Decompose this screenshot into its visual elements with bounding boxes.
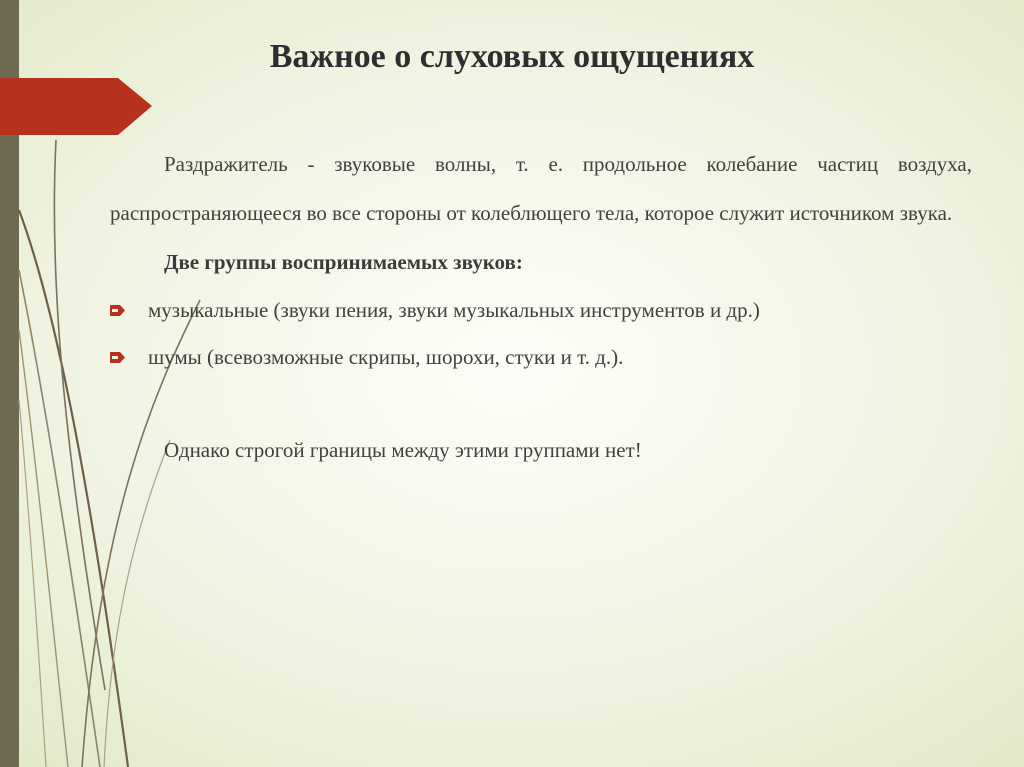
bullet-text: шумы (всевозможные скрипы, шорохи, стуки и т. д.). xyxy=(148,345,624,369)
bullet-list xyxy=(110,287,972,381)
bullet-item xyxy=(110,287,972,334)
red-accent-arrow xyxy=(0,78,152,135)
bullet-item xyxy=(110,334,972,381)
arrow-bullet-icon xyxy=(110,351,125,364)
subheading: Две группы воспринимаемых звуков: xyxy=(164,250,523,274)
arrow-bullet-icon xyxy=(110,304,125,317)
closing-statement: Однако строгой границы между этими группами нет! xyxy=(164,438,642,462)
intro-paragraph: Раздражитель - звуковые волны, т. е. продольное колебание частиц воздуха, распространяющееся во все стороны от колеблющего тела, которое служит источником звука. xyxy=(110,152,972,225)
slide-body xyxy=(110,140,972,475)
slide-title: Важное о слуховых ощущениях xyxy=(269,38,755,75)
bullet-text: музыкальные (звуки пения, звуки музыкальных инструментов и др.) xyxy=(148,298,760,322)
